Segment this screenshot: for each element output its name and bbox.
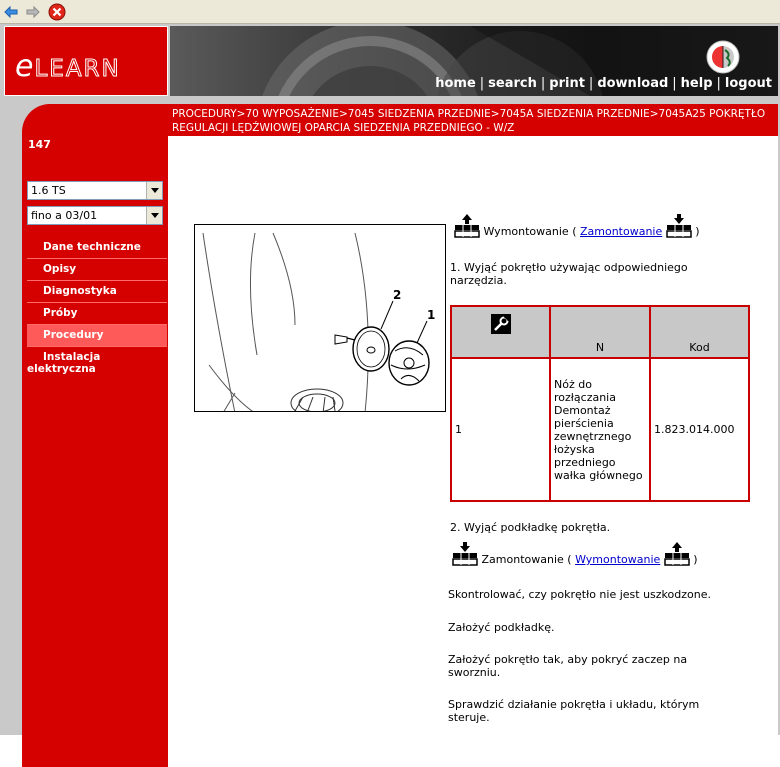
wrench-icon [491, 314, 511, 334]
sidebar-menu [27, 237, 167, 380]
nav-home-link[interactable]: home [435, 76, 476, 91]
sidebar-top [22, 104, 168, 136]
sidebar [22, 136, 168, 767]
nav-logout-link[interactable]: logout [724, 76, 772, 91]
paren-close: ) [693, 553, 698, 566]
n-header: N [550, 306, 650, 358]
kod-header: Kod [650, 306, 749, 358]
procedure-figure [194, 224, 446, 412]
nav-download-link[interactable]: download [597, 76, 669, 91]
row-tool-code: 1.823.014.000 [650, 358, 749, 501]
menu-item-dane-techniczne[interactable]: Dane techniczne [27, 237, 167, 259]
logo-text: eLEARN [15, 49, 121, 84]
header-banner [170, 26, 778, 96]
nav-separator: | [479, 76, 485, 91]
header [4, 26, 778, 96]
fit-knob-text: Założyć pokrętło tak, aby pokryć zaczep na sworzniu. [448, 653, 688, 679]
dropdown-arrow-icon[interactable] [146, 182, 162, 199]
engine-select[interactable] [27, 181, 163, 200]
menu-item-instalacja-elektryczna[interactable] [27, 347, 167, 380]
paren-close: ) [695, 225, 700, 238]
nav-search-link[interactable]: search [488, 76, 537, 91]
install-label: Zamontowanie [481, 553, 564, 566]
nav-separator: | [672, 76, 677, 91]
stop-icon[interactable] [48, 3, 66, 21]
date-select[interactable] [27, 206, 163, 225]
menu-item-diagnostyka[interactable]: Diagnostyka [27, 281, 167, 303]
paren-open: ( [567, 553, 572, 566]
callout-1: 1 [427, 308, 436, 322]
model-label: 147 [28, 138, 51, 151]
tool-icon-header [451, 306, 550, 358]
install-link[interactable]: Zamontowanie [579, 225, 663, 238]
menu-item-procedury[interactable]: Procedury [27, 325, 167, 347]
table-header-row [451, 306, 749, 358]
menu-item-label: Instalacja [43, 351, 101, 363]
breadcrumb: PROCEDURY>70 WYPOSAŻENIE>7045 SIEDZENIA PRZEDNIE>7045A SIEDZENIA PRZEDNIE>7045A25 POKRĘTŁO REGULACJI LĘDŹWIOWEJ OPARCIA SIEDZENIA PRZEDNIEGO - W/Z [172, 108, 766, 134]
nav-separator: | [540, 76, 546, 91]
top-nav [435, 76, 772, 91]
dropdown-arrow-icon[interactable] [146, 207, 162, 224]
row-tool-name: Nóż do rozłączania Demontaż pierścienia zewnętrznego łożyska przedniego wałka głównego [550, 358, 650, 501]
date-select-value: fino a 03/01 [31, 209, 98, 222]
install-heading [452, 540, 698, 566]
step-2-text: 2. Wyjąć podkładkę pokrętła. [450, 521, 611, 534]
install-arrow-icon [452, 540, 478, 566]
nav-separator: | [588, 76, 594, 91]
removal-arrow-icon[interactable] [664, 540, 690, 566]
removal-heading [454, 212, 700, 238]
forward-arrow-icon[interactable] [25, 4, 41, 20]
back-arrow-icon[interactable] [3, 4, 19, 20]
breadcrumb-bar [168, 104, 778, 136]
menu-item-proby[interactable]: Próby [27, 303, 167, 325]
nav-separator: | [716, 76, 721, 91]
check-knob-text: Skontrolować, czy pokrętło nie jest uszkodzone. [448, 588, 711, 601]
removal-arrow-icon [454, 212, 480, 238]
nav-print-link[interactable]: print [549, 76, 585, 91]
install-arrow-icon[interactable] [666, 212, 692, 238]
callout-2: 2 [393, 288, 402, 302]
tools-table [450, 305, 750, 502]
knob-diagram [195, 225, 446, 412]
check-operation-text: Sprawdzić działanie pokrętła i układu, którym steruje. [448, 698, 700, 724]
paren-open: ( [572, 225, 577, 238]
table-row [451, 358, 749, 501]
main-content [168, 136, 778, 735]
removal-link[interactable]: Wymontowanie [575, 553, 661, 566]
menu-item-opisy[interactable]: Opisy [27, 259, 167, 281]
step-1-text: 1. Wyjąć pokrętło używając odpowiedniego narzędzia. [450, 261, 688, 287]
elearn-logo[interactable] [4, 26, 168, 96]
removal-label: Wymontowanie [483, 225, 569, 238]
engine-select-value: 1.6 TS [31, 184, 66, 197]
browser-toolbar [0, 0, 780, 24]
alfa-romeo-badge-icon [706, 40, 740, 74]
nav-help-link[interactable]: help [680, 76, 713, 91]
menu-item-label-line2: elektryczna [27, 363, 96, 375]
row-index: 1 [451, 358, 550, 501]
left-gutter [4, 104, 22, 735]
fit-washer-text: Założyć podkładkę. [448, 621, 555, 634]
